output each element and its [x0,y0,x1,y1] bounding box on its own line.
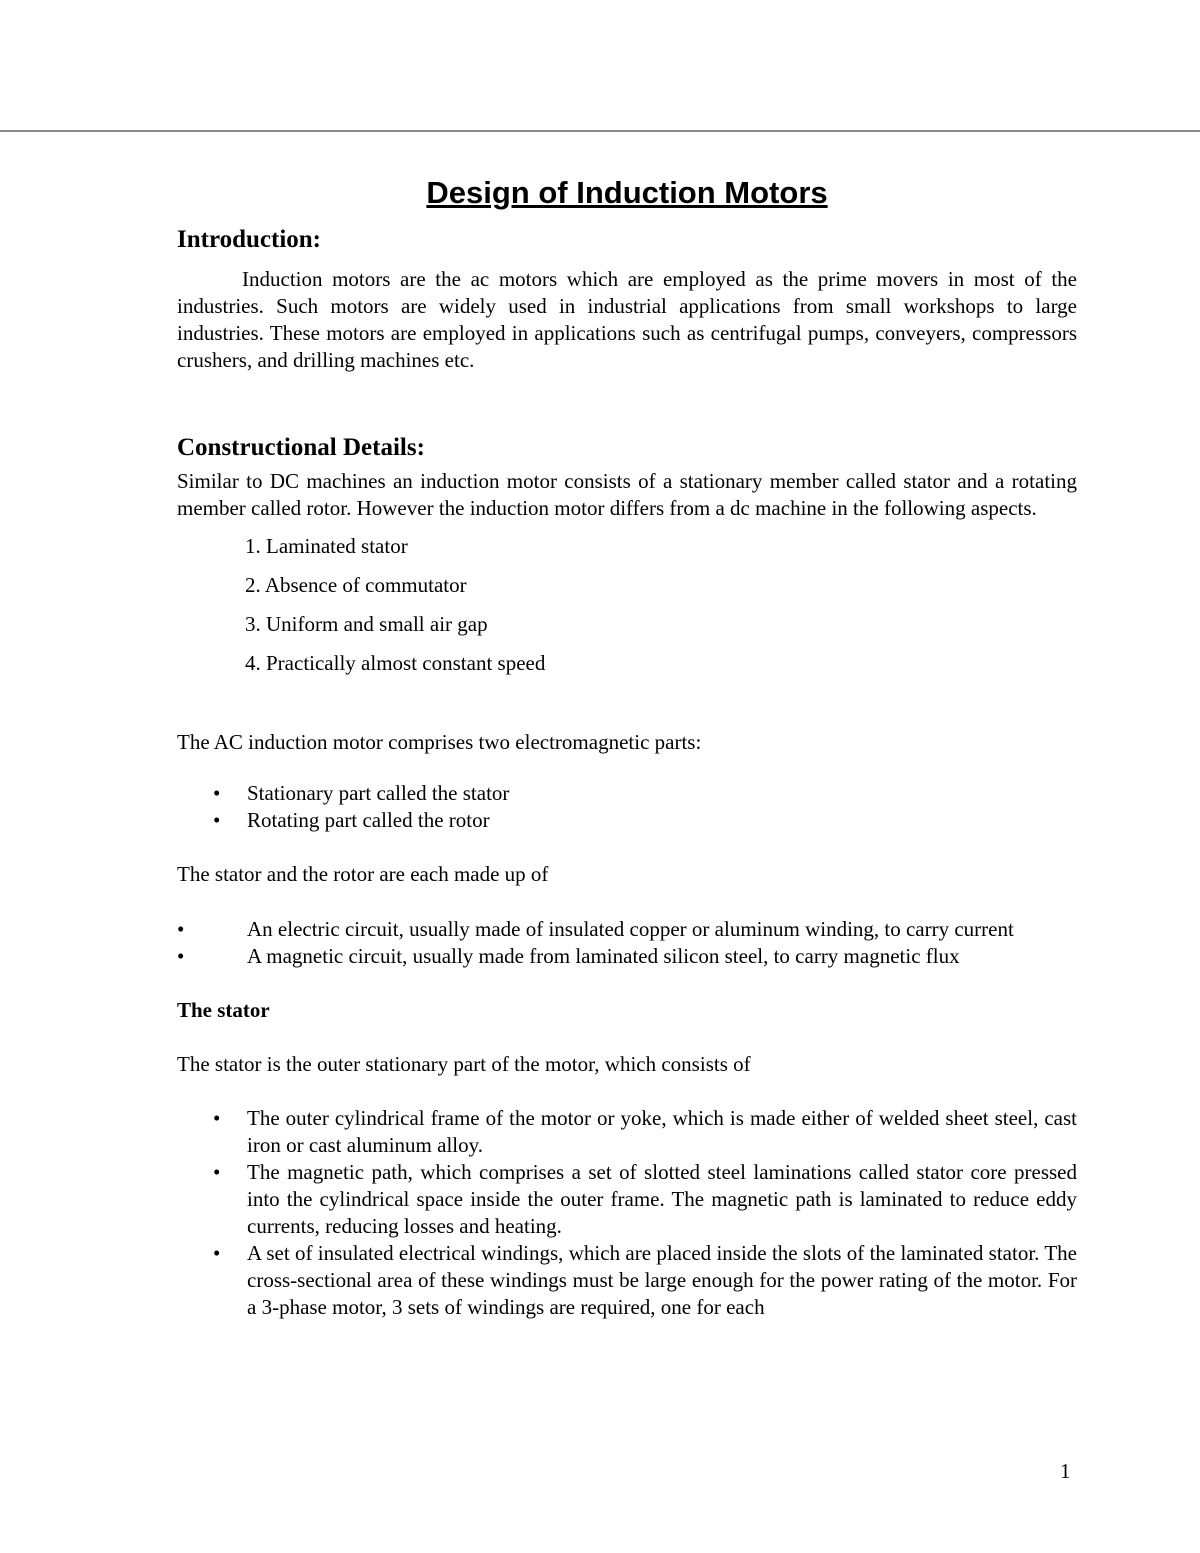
bullet-icon: • [213,1106,221,1130]
list-item-text: Rotating part called the rotor [247,808,490,832]
header-rule [0,130,1200,132]
bullet-icon: • [213,781,221,805]
list-item [177,1105,1077,1159]
list-item [177,1240,1077,1321]
list-item-text: Stationary part called the stator [247,781,510,805]
list-item-text: The outer cylindrical frame of the motor or yoke, which is made either of welded sheet steel, cast iron or cast aluminum alloy. [247,1106,1077,1157]
stator-list [177,1105,1077,1321]
list-item-text: An electric circuit, usually made of insulated copper or aluminum winding, to carry current [247,917,1014,941]
stator-intro-paragraph: The stator is the outer stationary part of the motor, which consists of [177,1052,751,1076]
aspect-item: 2. Absence of commutator [245,573,467,597]
bullet-icon: • [213,1160,221,1184]
list-item [177,780,1077,807]
list-item-text: A magnetic circuit, usually made from laminated silicon steel, to carry magnetic flux [247,944,960,968]
introduction-heading: Introduction: [177,226,322,253]
page-number: 1 [1060,1459,1071,1483]
list-item-text: A set of insulated electrical windings, which are placed inside the slots of the laminated stator. The cross-sectional area of these windings must be large enough for the power rating of the motor. For a 3-phase motor, 3 sets of windings are required, one for each [247,1241,1077,1319]
bullet-icon: • [177,944,185,968]
aspect-item: 3. Uniform and small air gap [245,612,488,636]
list-item [177,807,1077,834]
circuits-list [177,916,1077,970]
ac-motor-paragraph: The AC induction motor comprises two electromagnetic parts: [177,730,702,754]
bullet-icon: • [213,1241,221,1265]
document-page [177,170,1077,1321]
list-item [177,943,1077,970]
list-item-text: The magnetic path, which comprises a set of slotted steel laminations called stator core pressed into the cylindrical space inside the outer frame. The magnetic path is laminated to reduce eddy currents, reducing losses and heating. [247,1160,1077,1238]
list-item [177,916,1077,943]
bullet-icon: • [177,917,185,941]
made-up-paragraph: The stator and the rotor are each made up of [177,862,549,886]
aspect-item: 4. Practically almost constant speed [245,651,546,675]
page-title: Design of Induction Motors [426,175,828,210]
constructional-paragraph: Similar to DC machines an induction motor consists of a stationary member called stator and a rotating member called rotor. However the induction motor differs from a dc machine in the following aspects. [177,469,1077,520]
aspects-list [177,533,1077,689]
constructional-heading: Constructional Details: [177,434,425,461]
parts-list [177,780,1077,834]
stator-heading: The stator [177,998,270,1022]
bullet-icon: • [213,808,221,832]
aspect-item: 1. Laminated stator [245,534,408,558]
list-item [177,1159,1077,1240]
introduction-paragraph: Induction motors are the ac motors which are employed as the prime movers in most of the industries. Such motors are widely used in industrial applications from small workshops to large industries. These motors are employed in applications such as centrifugal pumps, conveyers, compressors crushers, and drilling machines etc. [177,267,1077,372]
